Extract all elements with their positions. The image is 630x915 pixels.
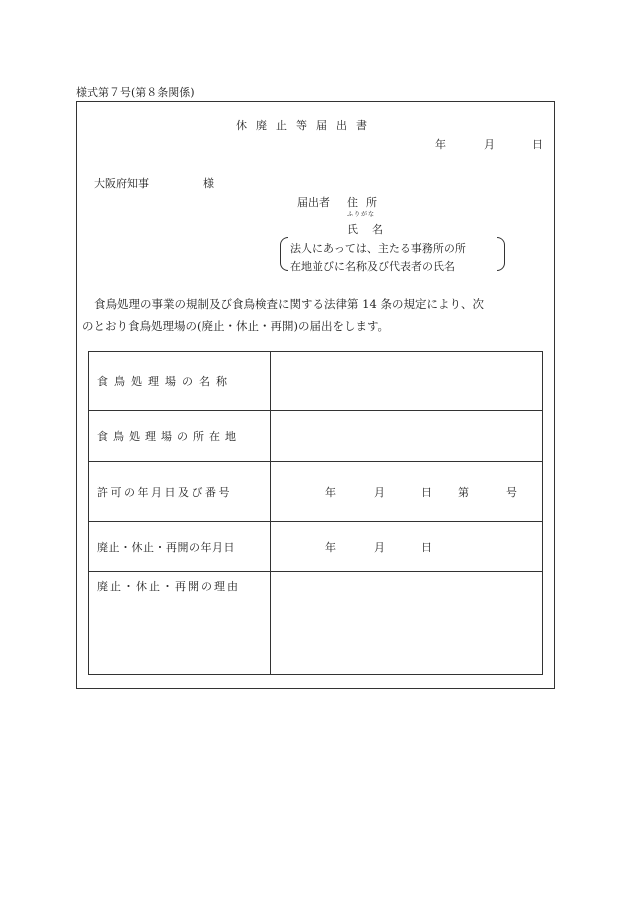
permit-date-number-values <box>271 462 542 521</box>
change-day-label: 日 <box>421 540 432 554</box>
permit-day-label: 日 <box>421 485 432 499</box>
permit-year-label: 年 <box>325 485 336 499</box>
change-year-label: 年 <box>325 540 336 554</box>
form-number-label: 様式第７号(第８条関係) <box>76 86 195 99</box>
corporate-note-line-2: 在地並びに名称及び代表者の氏名 <box>290 260 455 273</box>
date-day-label: 日 <box>532 138 543 151</box>
permit-date-label-cell <box>89 462 271 522</box>
table-row <box>89 462 543 522</box>
permit-date-number-label: 許可の年月日及び番号 <box>97 485 232 499</box>
change-reason-label-cell <box>89 572 271 675</box>
change-date-values <box>271 522 542 571</box>
addressee-honorific: 様 <box>203 177 214 190</box>
furigana-label: ふりがな <box>347 211 376 218</box>
facility-name-field[interactable] <box>271 352 543 411</box>
table-row <box>89 572 543 675</box>
change-month-label: 月 <box>374 540 385 554</box>
permit-month-label: 月 <box>374 485 385 499</box>
body-text-line-2: のとおり食鳥処理場の(廃止・休止・再開)の届出をします。 <box>82 319 390 333</box>
facility-address-label-cell <box>89 411 271 462</box>
corporate-note-line-1: 法人にあっては、主たる事務所の所 <box>290 242 466 255</box>
facility-name-label-cell <box>89 352 271 411</box>
change-reason-field[interactable] <box>271 572 543 675</box>
change-date-label: 廃止・休止・再開の年月日 <box>97 540 235 554</box>
facility-address-field[interactable] <box>271 411 543 462</box>
address-label: 住所 <box>347 196 385 209</box>
change-date-field[interactable] <box>271 522 543 572</box>
permit-number-suffix: 号 <box>506 485 517 499</box>
facility-name-label: 食鳥処理場の名称 <box>97 375 233 388</box>
addressee-name: 大阪府知事 <box>94 177 149 190</box>
change-date-label-cell <box>89 522 271 572</box>
change-reason-label: 廃止・休止・再開の理由 <box>97 580 240 593</box>
table-row <box>89 352 543 411</box>
table-row <box>89 522 543 572</box>
date-year-label: 年 <box>435 138 446 151</box>
permit-number-prefix: 第 <box>458 485 469 499</box>
permit-date-number-field[interactable] <box>271 462 543 522</box>
right-paren-bracket <box>497 237 505 271</box>
facility-address-label: 食鳥処理場の所在地 <box>97 430 241 443</box>
left-paren-bracket <box>280 237 288 271</box>
notification-table <box>88 351 543 675</box>
document-title: 休廃止等届出書 <box>236 119 376 132</box>
body-text-line-1: 食鳥処理の事業の規制及び食鳥検査に関する法律第 14 条の規定により、次 <box>94 297 484 311</box>
applicant-label: 届出者 <box>297 196 330 209</box>
name-label: 氏名 <box>347 223 397 236</box>
date-month-label: 月 <box>484 138 495 151</box>
table-row <box>89 411 543 462</box>
